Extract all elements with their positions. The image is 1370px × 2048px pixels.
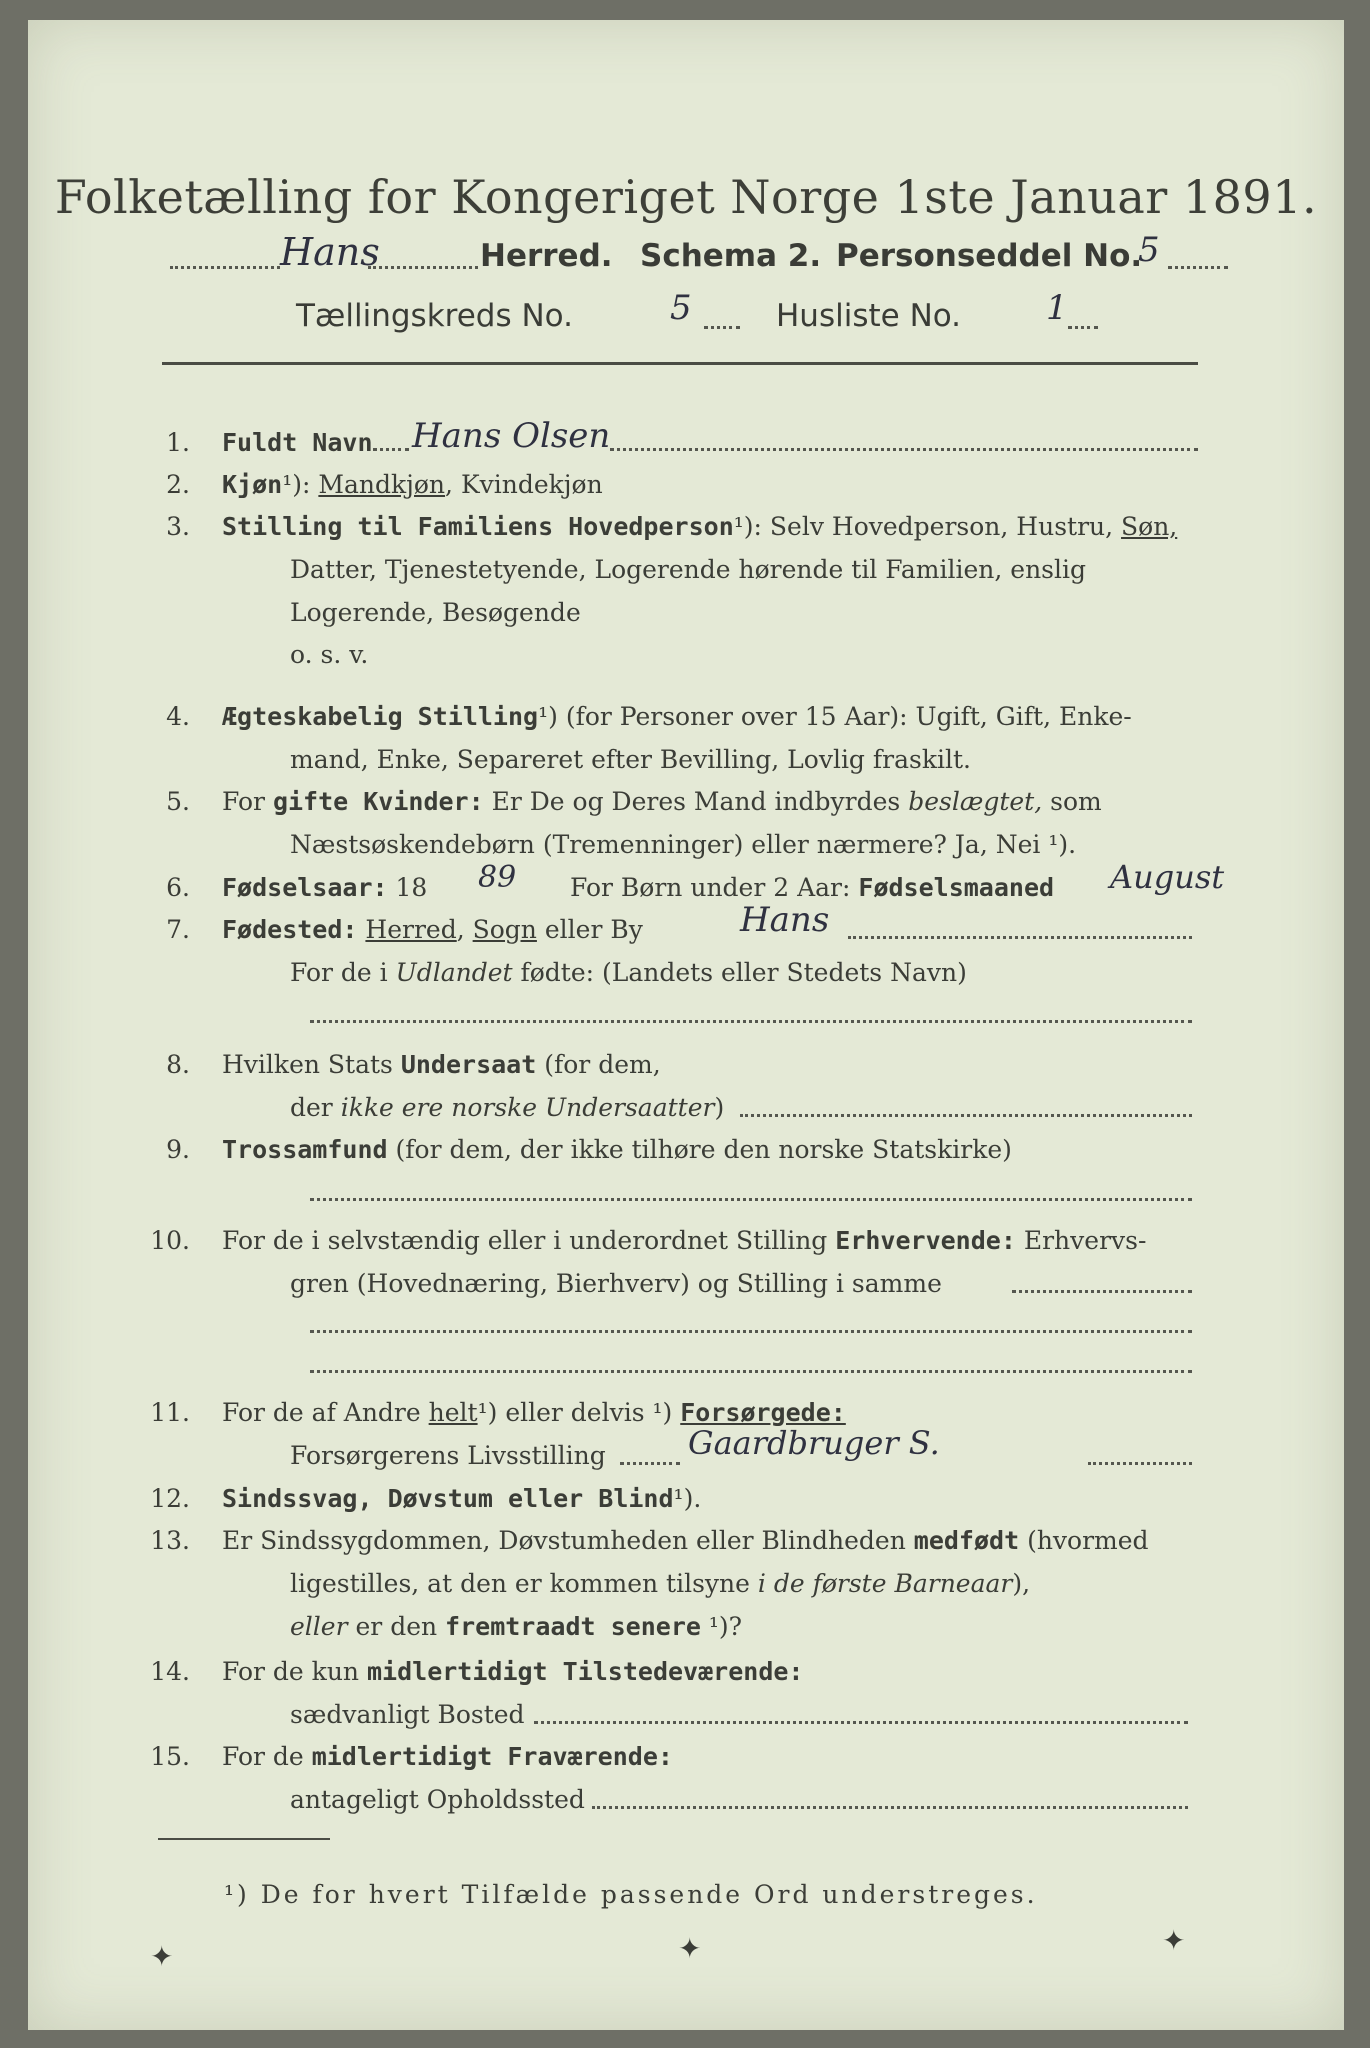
q10-line1 bbox=[222, 1226, 1146, 1256]
registration-mark-center-icon: ✦ bbox=[678, 1932, 702, 1965]
q13-text-b: (hvormed bbox=[1027, 1526, 1149, 1555]
q1-label: Fuldt Navn bbox=[222, 428, 373, 457]
q6-month-value: August bbox=[1110, 858, 1225, 896]
q11-number: 11. bbox=[150, 1398, 190, 1427]
q5-label: gifte Kvinder: bbox=[272, 787, 484, 816]
footnote: ¹) De for hvert Tilfælde passende Ord understreges. bbox=[224, 1880, 1038, 1909]
q1-value: Hans Olsen bbox=[412, 416, 611, 456]
q13-line3 bbox=[290, 1612, 742, 1642]
q6-mid: For Børn under 2 Aar: bbox=[570, 873, 851, 902]
q9-rest: (for dem, der ikke tilhøre den norske Statskirke) bbox=[395, 1135, 1012, 1164]
q6-year-value: 89 bbox=[478, 860, 517, 895]
q13-text-a: Er Sindssygdommen, Døvstumheden eller Blindheden bbox=[222, 1526, 906, 1555]
q2-option-male: Mandkjøn bbox=[318, 470, 446, 499]
q9-number: 9. bbox=[166, 1135, 190, 1164]
registration-mark-left-icon: ✦ bbox=[150, 1940, 174, 1973]
husliste-dots bbox=[1068, 326, 1098, 329]
q14-number: 14. bbox=[150, 1657, 190, 1686]
personseddel-value: 5 bbox=[1138, 230, 1160, 270]
q8-dots bbox=[740, 1114, 1192, 1117]
q10-line2: gren (Hovednæring, Bierhverv) og Stilling i samme bbox=[290, 1269, 942, 1298]
herred-dots-left bbox=[170, 266, 280, 269]
q6-label: Fødselsaar: bbox=[222, 873, 388, 902]
q13-line3-c: ¹)? bbox=[708, 1612, 743, 1641]
q13-line2-italic: i de første Barneaar bbox=[757, 1569, 1013, 1598]
kreds-value: 5 bbox=[670, 288, 692, 328]
q13-line3-bold: fremtraadt senere bbox=[445, 1612, 701, 1641]
q10-text-b: Erhvervs- bbox=[1023, 1226, 1147, 1255]
q6-month-label: Fødselsmaaned bbox=[858, 873, 1055, 902]
q8-line2-a: der bbox=[290, 1093, 333, 1122]
q10-text-a: For de i selvstændig eller i underordnet Stilling bbox=[222, 1226, 828, 1255]
herred-label: Herred. bbox=[480, 238, 613, 274]
q7-line2-b: fødte: (Landets eller Stedets Navn) bbox=[520, 958, 967, 987]
q7-sep: , bbox=[456, 915, 465, 944]
q7-line2-a: For de i bbox=[290, 958, 388, 987]
q2-sup: ¹): bbox=[282, 470, 311, 499]
q12-number: 12. bbox=[150, 1484, 190, 1513]
q7-number: 7. bbox=[166, 915, 190, 944]
q6-year-prefix: 18 bbox=[395, 873, 428, 902]
q9-dots bbox=[310, 1198, 1192, 1201]
q5-number: 5. bbox=[166, 787, 190, 816]
q13-line3-italic: eller bbox=[290, 1612, 348, 1641]
q14-dots bbox=[534, 1721, 1188, 1724]
q2-line bbox=[222, 470, 603, 500]
q10-label: Erhvervende: bbox=[835, 1226, 1016, 1255]
q5-italic: beslægtet, bbox=[908, 787, 1043, 816]
q10-dots-2 bbox=[310, 1330, 1192, 1333]
q11-value: Gaardbruger S. bbox=[688, 1424, 940, 1462]
schema-label: Schema 2. bbox=[640, 238, 822, 274]
q2-sep: , bbox=[445, 470, 453, 499]
q5-text-a: Er De og Deres Mand indbyrdes bbox=[491, 787, 901, 816]
q1-number: 1. bbox=[166, 428, 190, 457]
q13-line2-b: ), bbox=[1012, 1569, 1031, 1598]
q7-line2-italic: Udlandet bbox=[395, 958, 513, 987]
q4-line1 bbox=[222, 702, 1132, 732]
q3-line1 bbox=[222, 512, 1177, 542]
q5-text-b: som bbox=[1050, 787, 1102, 816]
q3-line3: Logerende, Besøgende bbox=[290, 598, 581, 627]
q3-line2: Datter, Tjenestetyende, Logerende hørende til Familien, enslig bbox=[290, 555, 1087, 584]
q13-line1 bbox=[222, 1526, 1149, 1556]
q7-herred: Herred bbox=[365, 915, 457, 944]
q7-foreign-dots bbox=[310, 1020, 1192, 1023]
q4-number: 4. bbox=[166, 702, 190, 731]
q7-line2 bbox=[290, 958, 967, 988]
q5-line2: Næstsøskendebørn (Tremenninger) eller nærmere? Ja, Nei ¹). bbox=[290, 830, 1077, 859]
q10-dots-1 bbox=[1012, 1290, 1192, 1293]
q13-number: 13. bbox=[150, 1526, 190, 1555]
q1-dots-a bbox=[373, 448, 409, 451]
q7-label: Fødested: bbox=[222, 915, 358, 944]
q14-line2: sædvanligt Bosted bbox=[290, 1700, 525, 1729]
q12-line bbox=[222, 1484, 701, 1514]
herred-value: Hans bbox=[280, 230, 380, 274]
q13-label: medfødt bbox=[913, 1526, 1020, 1555]
q13-line3-a: er den bbox=[355, 1612, 438, 1641]
q11-text-b: eller delvis bbox=[505, 1398, 645, 1427]
q11-sup2: ¹) bbox=[652, 1398, 673, 1427]
q8-text-a: Hvilken Stats bbox=[222, 1050, 393, 1079]
q7-sogn: Sogn bbox=[472, 915, 537, 944]
q15-label: midlertidigt Fraværende: bbox=[311, 1742, 673, 1771]
q3-line4: o. s. v. bbox=[290, 640, 369, 669]
q3-label: Stilling til Familiens Hovedperson bbox=[222, 512, 734, 541]
q15-line1 bbox=[222, 1742, 673, 1772]
q3-number: 3. bbox=[166, 512, 190, 541]
q12-sup: ¹). bbox=[673, 1484, 702, 1513]
kreds-dots bbox=[704, 326, 740, 329]
q15-number: 15. bbox=[150, 1742, 190, 1771]
q11-dots-a bbox=[620, 1462, 680, 1465]
footnote-rule bbox=[158, 1838, 330, 1840]
form-title: Folketælling for Kongeriget Norge 1ste Januar 1891. bbox=[54, 170, 1318, 224]
q4-label: Ægteskabelig Stilling bbox=[222, 702, 539, 731]
q5-line1 bbox=[222, 787, 1102, 817]
q7-rest: eller By bbox=[544, 915, 643, 944]
q4-text-a: (for Personer over 15 Aar): Ugift, Gift, Enke- bbox=[565, 702, 1132, 731]
q11-text-a: For de af Andre bbox=[222, 1398, 421, 1427]
q13-line2-a: ligestilles, at den er kommen tilsyne bbox=[290, 1569, 750, 1598]
q8-text-b: (for dem, bbox=[544, 1050, 661, 1079]
q2-option-female: Kvindekjøn bbox=[460, 470, 603, 499]
q6-mid-line bbox=[570, 873, 1054, 903]
q14-label: midlertidigt Tilstedeværende: bbox=[366, 1657, 804, 1686]
q2-number: 2. bbox=[166, 470, 190, 499]
husliste-label: Husliste No. bbox=[776, 298, 962, 334]
q13-line2 bbox=[290, 1569, 1030, 1599]
q4-sup: ¹) bbox=[538, 702, 558, 731]
q8-label: Undersaat bbox=[400, 1050, 537, 1079]
q7-line1 bbox=[222, 915, 643, 945]
registration-mark-right-icon: ✦ bbox=[1162, 1924, 1186, 1957]
q8-line2-b: ) bbox=[714, 1093, 725, 1122]
q10-number: 10. bbox=[150, 1226, 190, 1255]
q3-option-son: Søn, bbox=[1121, 512, 1178, 541]
personseddel-dots bbox=[1168, 266, 1228, 269]
q8-line2-italic: ikke ere norske Undersaatter bbox=[340, 1093, 715, 1122]
q9-line1 bbox=[222, 1135, 1012, 1165]
q7-value: Hans bbox=[740, 900, 830, 940]
census-form-sheet bbox=[28, 20, 1344, 2030]
q14-line1 bbox=[222, 1657, 803, 1687]
q11-line2: Forsørgerens Livsstilling bbox=[290, 1441, 606, 1470]
herred-dots-right bbox=[368, 266, 478, 269]
kreds-label: Tællingskreds No. bbox=[296, 298, 573, 334]
q2-label: Kjøn bbox=[222, 470, 283, 499]
q15-dots bbox=[592, 1806, 1188, 1809]
q3-options-a: Selv Hovedperson, Hustru, bbox=[769, 512, 1114, 541]
header-rule bbox=[162, 362, 1198, 365]
q3-sup: ¹): bbox=[733, 512, 762, 541]
q10-dots-3 bbox=[310, 1370, 1192, 1373]
q6-number: 6. bbox=[166, 873, 190, 902]
q11-label: Forsørgede: bbox=[680, 1398, 846, 1427]
q12-label: Sindssvag, Døvstum eller Blind bbox=[222, 1484, 674, 1513]
q8-line2 bbox=[290, 1093, 724, 1123]
q4-line2: mand, Enke, Separeret efter Bevilling, Lovlig fraskilt. bbox=[290, 745, 971, 774]
q15-pre: For de bbox=[222, 1742, 304, 1771]
q7-dots bbox=[848, 936, 1192, 939]
husliste-value: 1 bbox=[1046, 288, 1068, 328]
q11-sup: ¹) bbox=[477, 1398, 498, 1427]
q5-pre: For bbox=[222, 787, 265, 816]
q11-helt: helt bbox=[428, 1398, 478, 1427]
q8-number: 8. bbox=[166, 1050, 190, 1079]
q11-dots-b bbox=[1088, 1462, 1192, 1465]
q1-dots-b bbox=[610, 448, 1198, 451]
q15-line2: antageligt Opholdssted bbox=[290, 1785, 585, 1814]
q9-label: Trossamfund bbox=[222, 1135, 388, 1164]
personseddel-label: Personseddel No. bbox=[836, 238, 1143, 274]
q8-line1 bbox=[222, 1050, 661, 1080]
q14-pre: For de kun bbox=[222, 1657, 360, 1686]
q6-line bbox=[222, 873, 427, 903]
